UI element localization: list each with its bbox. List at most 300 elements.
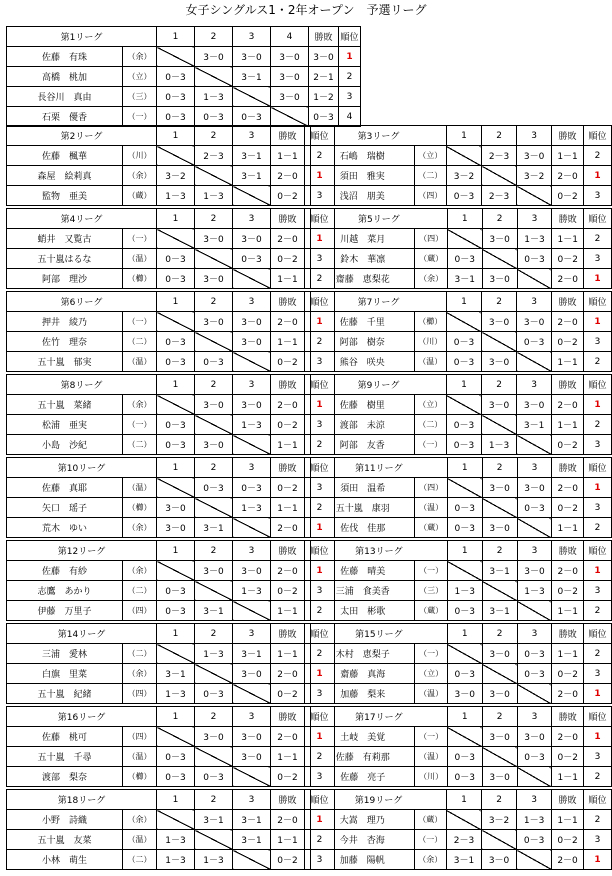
- rank: 1: [583, 166, 611, 186]
- self-match-diagonal: [482, 249, 517, 269]
- table-row: [311, 581, 612, 601]
- table-row: [7, 767, 335, 787]
- player-name: 佐藤 有紗: [7, 561, 123, 581]
- column-number: 3: [517, 707, 552, 727]
- table-row: [7, 498, 335, 518]
- rank: 1: [583, 312, 611, 332]
- match-score: 0－3: [517, 498, 552, 518]
- column-number: 2: [482, 458, 517, 478]
- match-score: 0－3: [157, 415, 195, 435]
- column-number: 1: [157, 375, 195, 395]
- self-match-diagonal: [157, 727, 195, 747]
- table-row: [7, 249, 335, 269]
- match-score: 3－0: [233, 727, 271, 747]
- match-score: 2－3: [482, 146, 517, 166]
- player-name: 五十嵐 千尋: [7, 747, 123, 767]
- match-score: 3－0: [482, 229, 517, 249]
- self-match-diagonal: [233, 435, 271, 455]
- table-row: [7, 166, 335, 186]
- win-loss: 2－0: [271, 229, 305, 249]
- win-loss: 0－2: [271, 186, 305, 206]
- match-score: 0－3: [195, 684, 233, 704]
- win-loss: 2－0: [552, 561, 584, 581]
- win-loss: 2－0: [271, 727, 305, 747]
- win-loss: 2－0: [271, 166, 305, 186]
- player-name: 高橋 桃加: [7, 67, 123, 87]
- win-loss-header: 勝敗: [271, 209, 305, 229]
- rank: 2: [583, 146, 611, 166]
- win-loss: 1－1: [271, 332, 305, 352]
- win-loss-header: 勝敗: [552, 292, 584, 312]
- league-header-row: [7, 707, 335, 727]
- match-score: 3－0: [195, 229, 233, 249]
- self-match-diagonal: [195, 830, 233, 850]
- column-number: 3: [233, 458, 271, 478]
- table-row: [7, 644, 335, 664]
- player-name: 須田 温希: [311, 478, 415, 498]
- column-number: 1: [157, 292, 195, 312]
- match-score: 0－3: [157, 435, 195, 455]
- win-loss: 1－1: [552, 810, 584, 830]
- match-score: 3－0: [482, 518, 517, 538]
- rank-header: 順位: [305, 458, 335, 478]
- match-score: 1－3: [447, 581, 482, 601]
- win-loss: 2－0: [271, 561, 305, 581]
- rank: 2: [584, 229, 612, 249]
- win-loss: 1－1: [271, 830, 305, 850]
- table-row: [311, 727, 612, 747]
- rank-header: 順位: [584, 458, 612, 478]
- column-number: 2: [195, 126, 233, 146]
- league-header-row: [311, 292, 612, 312]
- table-row: [311, 684, 612, 704]
- player-name: 鈴木 華凛: [311, 249, 415, 269]
- match-score: 3－1: [233, 166, 271, 186]
- column-number: 3: [233, 292, 271, 312]
- self-match-diagonal: [517, 850, 552, 870]
- rank-header: 順位: [305, 790, 335, 810]
- table-row: [311, 767, 612, 787]
- column-number: 2: [195, 27, 233, 47]
- player-name: 五十嵐 菜緒: [7, 395, 123, 415]
- player-name: 押井 綾乃: [7, 312, 123, 332]
- player-name: 佐藤 千里: [311, 312, 415, 332]
- table-row: [311, 395, 612, 415]
- league-header-row: [311, 126, 612, 146]
- column-number: 2: [482, 292, 517, 312]
- self-match-diagonal: [195, 166, 233, 186]
- player-club: （二）: [414, 166, 446, 186]
- rank-header: 順位: [583, 126, 611, 146]
- league-name: 第1リーグ: [7, 27, 157, 47]
- match-score: 0－3: [447, 601, 482, 621]
- match-score: 0－3: [157, 747, 195, 767]
- self-match-diagonal: [517, 684, 552, 704]
- player-name: 加藤 陽帆: [311, 850, 415, 870]
- win-loss: 0－2: [271, 478, 305, 498]
- player-club: （余）: [414, 850, 446, 870]
- match-score: 3－0: [517, 146, 552, 166]
- table-row: [7, 830, 335, 850]
- rank: 1: [305, 312, 335, 332]
- league-header-row: [7, 624, 335, 644]
- player-name: 佐藤 真耶: [7, 478, 123, 498]
- rank: 1: [305, 561, 335, 581]
- self-match-diagonal: [233, 767, 271, 787]
- match-score: 0－3: [195, 352, 233, 372]
- player-name: 浅沼 朋美: [311, 186, 415, 206]
- column-number: 1: [157, 209, 195, 229]
- match-score: 0－3: [447, 249, 482, 269]
- player-name: 木村 恵梨子: [311, 644, 415, 664]
- match-score: 0－3: [157, 352, 195, 372]
- table-row: [311, 810, 612, 830]
- player-name: 小野 詩織: [7, 810, 123, 830]
- column-number: 3: [517, 458, 552, 478]
- league-name: 第5リーグ: [311, 209, 448, 229]
- player-club: （立）: [414, 395, 446, 415]
- player-club: （蔵）: [414, 810, 446, 830]
- self-match-diagonal: [447, 727, 482, 747]
- win-loss-header: 勝敗: [271, 375, 305, 395]
- win-loss-header: 勝敗: [271, 541, 305, 561]
- match-score: 3－0: [271, 87, 309, 107]
- match-score: 1－3: [195, 87, 233, 107]
- rank-header: 順位: [305, 624, 335, 644]
- win-loss-header: 勝敗: [552, 790, 584, 810]
- win-loss-header: 勝敗: [552, 209, 584, 229]
- league-table: [6, 208, 335, 289]
- win-loss: 0－2: [552, 249, 584, 269]
- table-row: [7, 810, 335, 830]
- player-name: 渡部 未涼: [311, 415, 415, 435]
- column-number: 3: [517, 541, 552, 561]
- win-loss: 1－1: [552, 229, 584, 249]
- self-match-diagonal: [157, 810, 195, 830]
- rank: 1: [305, 664, 335, 684]
- column-number: 2: [195, 707, 233, 727]
- win-loss: 0－2: [552, 830, 584, 850]
- player-club: （四）: [415, 229, 447, 249]
- match-score: 0－3: [446, 352, 481, 372]
- match-score: 3－0: [233, 229, 271, 249]
- column-number: 3: [233, 624, 271, 644]
- player-club: （温）: [123, 478, 157, 498]
- table-row: [7, 229, 335, 249]
- win-loss: 0－2: [552, 664, 584, 684]
- self-match-diagonal: [271, 107, 309, 127]
- league-header-row: [7, 790, 335, 810]
- match-score: 0－3: [447, 767, 482, 787]
- column-number: 1: [447, 541, 482, 561]
- player-club: （川）: [123, 146, 157, 166]
- win-loss: 0－2: [552, 581, 584, 601]
- match-score: 0－3: [517, 747, 552, 767]
- self-match-diagonal: [482, 830, 517, 850]
- match-score: 3－0: [195, 312, 233, 332]
- table-row: [311, 747, 612, 767]
- win-loss: 2－0: [552, 166, 584, 186]
- league-table: [310, 208, 612, 289]
- match-score: 1－3: [157, 850, 195, 870]
- player-club: （川）: [414, 332, 446, 352]
- league-name: 第17リーグ: [311, 707, 448, 727]
- win-loss: 0－2: [271, 352, 305, 372]
- win-loss: 0－2: [271, 415, 305, 435]
- match-score: 3－0: [517, 561, 552, 581]
- table-row: [7, 561, 335, 581]
- player-name: 五十嵐 紀緒: [7, 684, 123, 704]
- win-loss-header: 勝敗: [552, 458, 584, 478]
- player-name: 荒木 ゆい: [7, 518, 123, 538]
- rank: 2: [584, 601, 612, 621]
- match-score: 3－0: [233, 561, 271, 581]
- match-score: 1－3: [157, 830, 195, 850]
- match-score: 3－0: [517, 478, 552, 498]
- table-row: [311, 435, 612, 455]
- table-row: [311, 249, 612, 269]
- win-loss-header: 勝敗: [552, 126, 584, 146]
- player-club: （一）: [415, 644, 447, 664]
- match-score: 2－3: [482, 186, 517, 206]
- column-number: 2: [195, 458, 233, 478]
- table-row: [311, 850, 612, 870]
- table-row: [311, 166, 612, 186]
- match-score: 3－0: [195, 47, 233, 67]
- rank: 2: [583, 352, 611, 372]
- match-score: 3－1: [446, 850, 481, 870]
- win-loss: 1－1: [552, 644, 584, 664]
- match-score: 3－0: [482, 684, 517, 704]
- table-row: [7, 332, 335, 352]
- rank-header: 順位: [584, 624, 612, 644]
- win-loss: 1－1: [271, 269, 305, 289]
- table-row: [7, 186, 335, 206]
- match-score: 3－2: [517, 166, 552, 186]
- match-score: 3－1: [195, 810, 233, 830]
- self-match-diagonal: [482, 747, 517, 767]
- rank: 2: [305, 146, 335, 166]
- player-club: （蔵）: [415, 518, 447, 538]
- self-match-diagonal: [482, 581, 517, 601]
- player-name: 石嶋 瑞樹: [311, 146, 415, 166]
- column-number: 2: [195, 541, 233, 561]
- player-club: （二）: [123, 850, 157, 870]
- column-number: 1: [157, 126, 195, 146]
- self-match-diagonal: [195, 415, 233, 435]
- table-row: [311, 352, 612, 372]
- player-name: 阿部 理沙: [7, 269, 123, 289]
- win-loss: 1－2: [309, 87, 339, 107]
- table-row: [7, 435, 335, 455]
- player-name: 佐竹 理奈: [7, 332, 123, 352]
- table-row: [311, 830, 612, 850]
- self-match-diagonal: [233, 601, 271, 621]
- column-number: 3: [517, 790, 552, 810]
- league-header-row: [311, 541, 612, 561]
- rank: 3: [583, 186, 611, 206]
- match-score: 3－1: [233, 644, 271, 664]
- league-name: 第16リーグ: [7, 707, 157, 727]
- match-score: 3－1: [195, 601, 233, 621]
- player-name: 齋藤 恵梨花: [311, 269, 415, 289]
- column-number: 1: [446, 292, 481, 312]
- player-name: 伊藤 万里子: [7, 601, 123, 621]
- self-match-diagonal: [482, 664, 517, 684]
- match-score: 0－3: [157, 581, 195, 601]
- self-match-diagonal: [482, 332, 517, 352]
- player-club: （四）: [123, 601, 157, 621]
- player-club: （櫛）: [123, 767, 157, 787]
- table-row: [311, 146, 612, 166]
- league-name: 第8リーグ: [7, 375, 157, 395]
- match-score: 0－3: [446, 435, 481, 455]
- column-number: 1: [446, 790, 481, 810]
- self-match-diagonal: [482, 415, 517, 435]
- win-loss: 0－2: [552, 186, 584, 206]
- column-number: 1: [447, 707, 482, 727]
- column-number: 3: [233, 209, 271, 229]
- match-score: 3－0: [233, 664, 271, 684]
- league-table: [6, 789, 335, 870]
- match-score: 3－1: [157, 664, 195, 684]
- self-match-diagonal: [195, 67, 233, 87]
- league-name: 第14リーグ: [7, 624, 157, 644]
- player-club: （四）: [123, 727, 157, 747]
- win-loss-header: 勝敗: [271, 458, 305, 478]
- win-loss: 1－1: [271, 498, 305, 518]
- player-club: （余）: [123, 561, 157, 581]
- column-number: 1: [157, 458, 195, 478]
- table-row: [7, 518, 335, 538]
- rank: 4: [339, 107, 361, 127]
- column-number: 2: [195, 790, 233, 810]
- match-score: 1－3: [157, 186, 195, 206]
- column-number: 2: [482, 541, 517, 561]
- match-score: 3－0: [447, 684, 482, 704]
- league-header-row: [7, 458, 335, 478]
- table-row: [311, 601, 612, 621]
- league-table: [6, 291, 335, 372]
- match-score: 0－3: [517, 644, 552, 664]
- league-table: [310, 291, 612, 372]
- win-loss: 0－2: [552, 498, 584, 518]
- match-score: 0－3: [157, 87, 195, 107]
- player-club: （二）: [123, 581, 157, 601]
- player-club: （余）: [123, 47, 157, 67]
- column-number: 1: [446, 126, 481, 146]
- table-row: [7, 747, 335, 767]
- rank: 2: [305, 830, 335, 850]
- match-score: 0－3: [195, 478, 233, 498]
- win-loss: 1－1: [552, 518, 584, 538]
- league-header-row: [311, 375, 612, 395]
- player-name: 五十嵐 郁実: [7, 352, 123, 372]
- match-score: 0－3: [517, 830, 552, 850]
- player-club: （一）: [123, 229, 157, 249]
- self-match-diagonal: [517, 186, 552, 206]
- league-table: [6, 457, 335, 538]
- self-match-diagonal: [195, 332, 233, 352]
- player-club: （一）: [123, 415, 157, 435]
- self-match-diagonal: [195, 664, 233, 684]
- league-header-row: [311, 209, 612, 229]
- column-number: 2: [195, 292, 233, 312]
- player-name: 佐藤 晴美: [311, 561, 415, 581]
- league-name: 第10リーグ: [7, 458, 157, 478]
- match-score: 3－0: [482, 312, 517, 332]
- player-name: 阿部 友香: [311, 435, 415, 455]
- match-score: 3－0: [233, 312, 271, 332]
- table-row: [7, 107, 361, 127]
- self-match-diagonal: [195, 249, 233, 269]
- table-row: [311, 332, 612, 352]
- rank: 2: [305, 498, 335, 518]
- player-club: （三）: [123, 87, 157, 107]
- rank: 2: [583, 810, 611, 830]
- self-match-diagonal: [447, 478, 482, 498]
- match-score: 3－2: [482, 810, 517, 830]
- rank: 2: [305, 332, 335, 352]
- self-match-diagonal: [157, 47, 195, 67]
- match-score: 0－3: [157, 67, 195, 87]
- league-header-row: [311, 458, 612, 478]
- player-club: （四）: [415, 478, 447, 498]
- league-table: [6, 623, 335, 704]
- match-score: 3－0: [482, 727, 517, 747]
- league-name: 第3リーグ: [311, 126, 447, 146]
- league-name: 第4リーグ: [7, 209, 157, 229]
- table-row: [311, 415, 612, 435]
- player-club: （蔵）: [123, 186, 157, 206]
- match-score: 3－0: [195, 395, 233, 415]
- player-club: （温）: [415, 498, 447, 518]
- player-name: 太田 彬歌: [311, 601, 415, 621]
- column-number: 3: [517, 292, 552, 312]
- match-score: 0－3: [195, 767, 233, 787]
- player-name: 佐伐 佳那: [311, 518, 415, 538]
- match-score: 0－3: [157, 767, 195, 787]
- rank: 3: [305, 478, 335, 498]
- win-loss: 0－2: [271, 581, 305, 601]
- win-loss: 3－0: [309, 47, 339, 67]
- rank: 2: [305, 747, 335, 767]
- player-club: （温）: [123, 747, 157, 767]
- rank: 2: [584, 644, 612, 664]
- player-club: （蔵）: [415, 249, 447, 269]
- self-match-diagonal: [195, 581, 233, 601]
- league-table: [310, 540, 612, 621]
- player-name: 佐藤 亮子: [311, 767, 415, 787]
- column-number: 1: [447, 624, 482, 644]
- player-club: （温）: [414, 352, 446, 372]
- table-row: [7, 601, 335, 621]
- match-score: 3－0: [271, 47, 309, 67]
- league-header-row: [7, 292, 335, 312]
- self-match-diagonal: [482, 498, 517, 518]
- rank: 3: [584, 664, 612, 684]
- self-match-diagonal: [482, 166, 517, 186]
- match-score: 1－3: [157, 684, 195, 704]
- player-club: （立）: [414, 146, 446, 166]
- column-number: 1: [157, 541, 195, 561]
- player-club: （温）: [123, 830, 157, 850]
- win-loss: 1－1: [552, 415, 584, 435]
- league-header-row: [7, 27, 361, 47]
- player-name: 白旗 里菜: [7, 664, 123, 684]
- win-loss: 1－1: [552, 352, 584, 372]
- rank: 2: [339, 67, 361, 87]
